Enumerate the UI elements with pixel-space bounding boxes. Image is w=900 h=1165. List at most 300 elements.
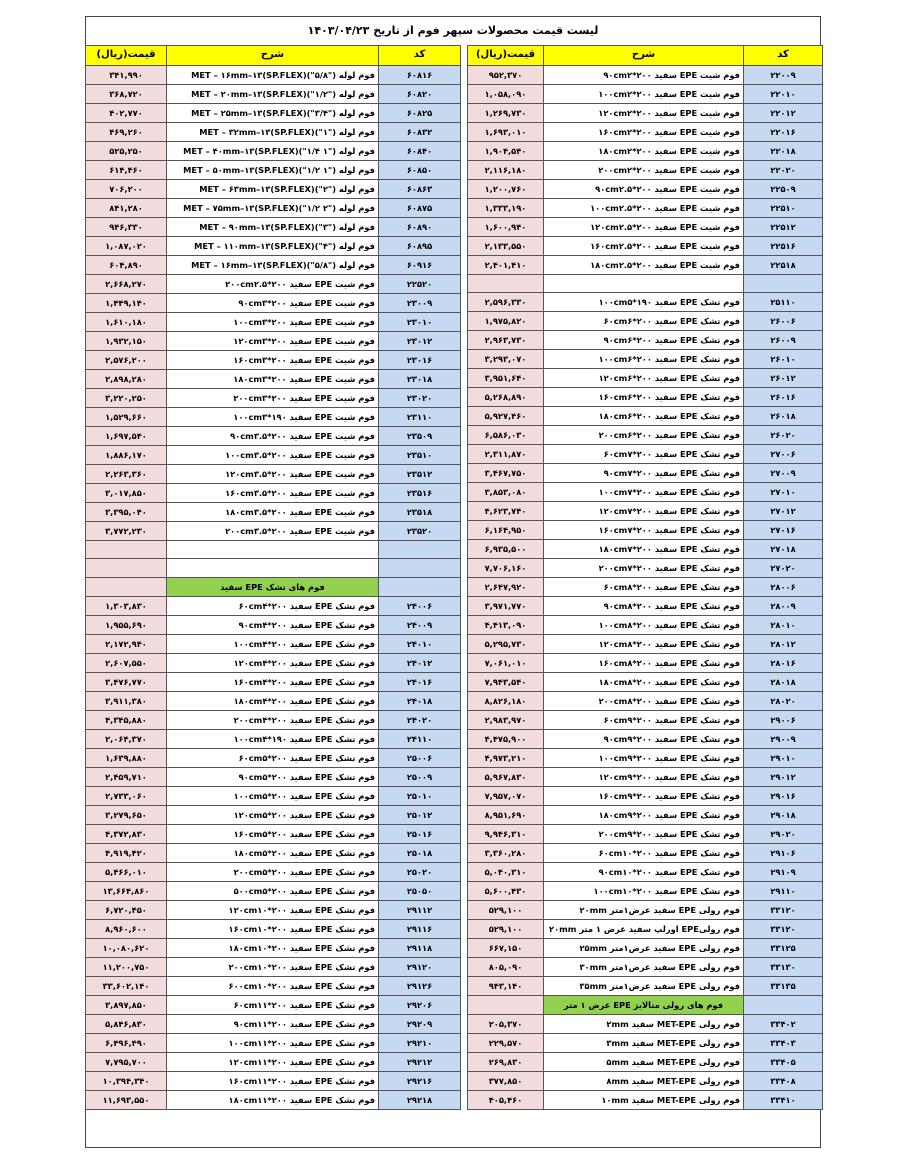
row-price: ۹,۹۴۶,۳۱۰ bbox=[468, 825, 544, 844]
table-row bbox=[468, 502, 823, 521]
row-code: ۲۲۰۱۶ bbox=[744, 122, 823, 141]
table-row bbox=[468, 122, 823, 141]
row-description: فوم شیت EPE سفید ۲۰۰*۲۰۰cm۲.۵ bbox=[167, 274, 379, 293]
table-row bbox=[468, 483, 823, 502]
table-row bbox=[86, 445, 461, 464]
row-description: فوم شیت EPE سفید ۲۰۰*۱۰۰cm۲ bbox=[544, 84, 744, 103]
row-description: فوم تشک EPE سفید ۲۰۰*۶۰cm۱۰ bbox=[544, 844, 744, 863]
row-description: فوم تشک EPE سفید ۲۰۰*۱۶۰cm۱۰ bbox=[167, 919, 379, 938]
row-price: ۴,۹۷۳,۲۱۰ bbox=[468, 749, 544, 768]
table-row bbox=[86, 976, 461, 995]
table-row bbox=[86, 995, 461, 1014]
row-price: ۱,۹۵۵,۶۹۰ bbox=[86, 615, 167, 634]
row-description: فوم تشک EPE سفید ۲۰۰*۵۰۰cm۵ bbox=[167, 881, 379, 900]
row-description: فوم تشک EPE سفید ۲۰۰*۱۸۰cm۱۱ bbox=[167, 1090, 379, 1109]
row-code: ۲۴۰۰۶ bbox=[379, 596, 461, 615]
row-code: ۲۹۰۰۹ bbox=[744, 730, 823, 749]
row-description: فوم تشک EPE سفید ۲۰۰*۱۶۰cm۸ bbox=[544, 654, 744, 673]
row-price: ۲,۰۶۴,۳۷۰ bbox=[86, 729, 167, 748]
row-description: فوم شیت EPE سفید ۲۰۰*۱۲۰cm۳.۵ bbox=[167, 464, 379, 483]
header-price: قیمت(ریال) bbox=[86, 46, 167, 66]
table-row bbox=[468, 521, 823, 540]
row-price: ۲,۱۷۲,۹۴۰ bbox=[86, 634, 167, 653]
row-price: ۱,۲۶۹,۷۳۰ bbox=[468, 103, 544, 122]
row-price: ۳۶۸,۷۲۰ bbox=[86, 84, 167, 103]
row-price: ۱,۳۰۳,۸۳۰ bbox=[86, 596, 167, 615]
row-code: ۲۹۱۱۶ bbox=[379, 919, 461, 938]
row-price: ۱۱,۶۹۳,۵۵۰ bbox=[86, 1090, 167, 1109]
row-code: ۲۲۰۱۸ bbox=[744, 141, 823, 160]
row-price: ۲,۴۵۹,۷۱۰ bbox=[86, 767, 167, 786]
row-code: ۲۹۱۱۸ bbox=[379, 938, 461, 957]
row-price: ۲,۲۶۳,۳۶۰ bbox=[86, 464, 167, 483]
row-price: ۶۶۷,۱۵۰ bbox=[468, 939, 544, 958]
row-description: فوم تشک EPE سفید ۲۰۰*۱۲۰cm۱۰ bbox=[167, 900, 379, 919]
row-price: ۸,۸۲۶,۱۸۰ bbox=[468, 692, 544, 711]
row-code: ۲۲۰۱۲ bbox=[744, 103, 823, 122]
row-code: ۲۳۵۰۹ bbox=[379, 426, 461, 445]
row-description: فوم شیت EPE سفید ۲۰۰*۹۰cm۲.۵ bbox=[544, 179, 744, 198]
row-code: ۲۲۵۱۶ bbox=[744, 236, 823, 255]
row-price: ۳,۰۱۷,۸۵۰ bbox=[86, 483, 167, 502]
row-code: ۲۹۰۰۶ bbox=[744, 711, 823, 730]
row-code: ۲۹۲۱۲ bbox=[379, 1052, 461, 1071]
table-row bbox=[86, 786, 461, 805]
row-description: فوم تشک EPE سفید ۲۰۰*۱۰۰cm۸ bbox=[544, 616, 744, 635]
row-price: ۲,۴۰۱,۴۱۰ bbox=[468, 255, 544, 274]
table-row bbox=[86, 483, 461, 502]
row-price: ۱,۵۲۹,۶۶۰ bbox=[86, 407, 167, 426]
table-row bbox=[468, 1034, 823, 1053]
row-description: فوم رولیEPE اورلپ سفید عرض ۱ متر ۲۰mm bbox=[544, 920, 744, 939]
row-description: فوم تشک EPE سفید ۲۰۰*۱۰۰cm۹ bbox=[544, 749, 744, 768]
table-row bbox=[468, 958, 823, 977]
row-description: فوم لوله ("۲")MET – ۶۳mm–۱۳(SP.FLEX) bbox=[167, 179, 379, 198]
table-row bbox=[86, 596, 461, 615]
row-description: فوم تشک EPE سفید ۱۹۰*۱۰۰cm۵ bbox=[544, 293, 744, 312]
row-code: ۲۷۰۱۸ bbox=[744, 540, 823, 559]
table-row bbox=[468, 844, 823, 863]
table-row bbox=[468, 388, 823, 407]
row-price: ۳,۴۶۷,۷۵۰ bbox=[468, 464, 544, 483]
row-code: ۲۸۰۱۶ bbox=[744, 654, 823, 673]
row-code: ۳۳۴۰۲ bbox=[744, 1015, 823, 1034]
row-price: ۴,۴۱۳,۰۹۰ bbox=[468, 616, 544, 635]
row-code bbox=[379, 577, 461, 596]
row-description: فوم شیت EPE سفید ۱۹۰*۱۰۰cm۳ bbox=[167, 407, 379, 426]
table-row bbox=[468, 787, 823, 806]
row-description: فوم تشک EPE سفید ۲۰۰*۱۲۰cm۵ bbox=[167, 805, 379, 824]
row-price: ۵۲۹,۱۰۰ bbox=[468, 920, 544, 939]
row-price: ۱,۶۰۰,۹۴۰ bbox=[468, 217, 544, 236]
row-code: ۳۳۱۳۵ bbox=[744, 977, 823, 996]
table-row bbox=[86, 615, 461, 634]
row-code: ۶۰۸۲۰ bbox=[379, 84, 461, 103]
row-code: ۲۷۰۱۲ bbox=[744, 502, 823, 521]
table-row bbox=[468, 654, 823, 673]
row-code: ۲۸۰۱۲ bbox=[744, 635, 823, 654]
row-price: ۲,۱۱۶,۱۸۰ bbox=[468, 160, 544, 179]
row-description: فوم شیت EPE سفید ۲۰۰*۱۲۰cm۳ bbox=[167, 331, 379, 350]
row-description: فوم تشک EPE سفید ۲۰۰*۶۰cm۴ bbox=[167, 596, 379, 615]
row-description: فوم تشک EPE سفید ۲۰۰*۱۸۰cm۴ bbox=[167, 691, 379, 710]
row-code: ۲۹۰۲۰ bbox=[744, 825, 823, 844]
row-price: ۱۰,۳۹۴,۳۴۰ bbox=[86, 1071, 167, 1090]
row-code: ۲۳۰۱۲ bbox=[379, 331, 461, 350]
row-code: ۶۰۸۶۳ bbox=[379, 179, 461, 198]
table-row bbox=[468, 350, 823, 369]
price-table-right bbox=[467, 45, 823, 1110]
row-description: فوم تشک EPE سفید ۲۰۰*۱۸۰cm۷ bbox=[544, 540, 744, 559]
row-code: ۶۰۸۴۰ bbox=[379, 141, 461, 160]
row-price: ۱,۹۷۵,۸۲۰ bbox=[468, 312, 544, 331]
row-description: فوم تشک EPE سفید ۲۰۰*۱۰۰cm۴ bbox=[167, 634, 379, 653]
row-price: ۳,۸۹۷,۸۵۰ bbox=[86, 995, 167, 1014]
row-description: فوم تشک EPE سفید ۲۰۰*۱۰۰cm۷ bbox=[544, 483, 744, 502]
table-row bbox=[468, 578, 823, 597]
row-description: فوم تشک EPE سفید ۲۰۰*۱۶۰cm۶ bbox=[544, 388, 744, 407]
row-code: ۲۵۰۱۸ bbox=[379, 843, 461, 862]
row-price: ۱,۶۹۳,۰۱۰ bbox=[468, 122, 544, 141]
row-code: ۲۷۰۰۹ bbox=[744, 464, 823, 483]
row-price: ۳,۲۲۰,۲۵۰ bbox=[86, 388, 167, 407]
row-price: ۳,۴۷۶,۷۷۰ bbox=[86, 672, 167, 691]
row-code: ۲۹۱۱۲ bbox=[379, 900, 461, 919]
row-description: فوم تشک EPE سفید ۲۰۰*۱۰۰cm۱۰ bbox=[544, 882, 744, 901]
row-price: ۲,۶۴۷,۹۲۰ bbox=[468, 578, 544, 597]
row-code: ۲۲۵۰۹ bbox=[744, 179, 823, 198]
row-price: ۱,۶۹۷,۵۴۰ bbox=[86, 426, 167, 445]
table-row bbox=[468, 1091, 823, 1110]
row-description: فوم تشک EPE سفید ۲۰۰*۱۶۰cm۷ bbox=[544, 521, 744, 540]
row-description: فوم شیت EPE سفید ۲۰۰*۱۸۰cm۳.۵ bbox=[167, 502, 379, 521]
table-row bbox=[86, 293, 461, 312]
row-code: ۲۶۰۱۰ bbox=[744, 350, 823, 369]
row-code: ۲۹۱۱۰ bbox=[744, 882, 823, 901]
table-row bbox=[468, 597, 823, 616]
row-code: ۲۹۰۱۰ bbox=[744, 749, 823, 768]
row-description: فوم شیت EPE سفید ۲۰۰*۱۸۰cm۳ bbox=[167, 369, 379, 388]
row-price: ۹۴۳,۱۴۰ bbox=[468, 977, 544, 996]
row-price: ۶,۴۹۶,۴۹۰ bbox=[86, 1033, 167, 1052]
header-price: قیمت(ریال) bbox=[468, 46, 544, 66]
table-row bbox=[86, 748, 461, 767]
row-price: ۵۲۵,۲۵۰ bbox=[86, 141, 167, 160]
row-description: فوم تشک EPE سفید ۲۰۰*۹۰cm۵ bbox=[167, 767, 379, 786]
table-row bbox=[86, 388, 461, 407]
table-row bbox=[86, 957, 461, 976]
table-row bbox=[86, 634, 461, 653]
row-price: ۲,۵۹۶,۳۳۰ bbox=[468, 293, 544, 312]
row-price: ۱,۴۴۹,۱۴۰ bbox=[86, 293, 167, 312]
page-title: لیست قیمت محصولات سپهر فوم از تاریخ ۱۴۰۳/۰۴/۲۳ bbox=[307, 24, 599, 37]
table-row bbox=[468, 160, 823, 179]
table-row bbox=[86, 938, 461, 957]
row-code: ۲۷۰۲۰ bbox=[744, 559, 823, 578]
row-description: فوم لوله ("۴")MET – ۱۱۰mm–۱۳(SP.FLEX) bbox=[167, 236, 379, 255]
row-price: ۱۰,۰۸۰,۶۲۰ bbox=[86, 938, 167, 957]
row-code: ۳۳۱۲۰ bbox=[744, 901, 823, 920]
row-code: ۲۸۰۰۶ bbox=[744, 578, 823, 597]
row-description: فوم رولی EPE سفید عرض۱متر ۲۰mm bbox=[544, 901, 744, 920]
row-price: ۴,۶۲۳,۷۴۰ bbox=[468, 502, 544, 521]
table-row bbox=[86, 1052, 461, 1071]
row-code: ۲۹۲۱۰ bbox=[379, 1033, 461, 1052]
row-price: ۱,۰۸۷,۰۲۰ bbox=[86, 236, 167, 255]
row-code: ۲۵۰۱۲ bbox=[379, 805, 461, 824]
row-price bbox=[86, 577, 167, 596]
row-price: ۱,۸۸۶,۱۷۰ bbox=[86, 445, 167, 464]
table-row bbox=[86, 881, 461, 900]
row-code: ۲۳۰۰۹ bbox=[379, 293, 461, 312]
row-description: فوم شیت EPE سفید ۲۰۰*۱۲۰cm۲ bbox=[544, 103, 744, 122]
table-row bbox=[468, 711, 823, 730]
row-price: ۳,۹۵۱,۶۴۰ bbox=[468, 369, 544, 388]
table-row bbox=[86, 672, 461, 691]
table-row bbox=[468, 692, 823, 711]
row-code: ۲۸۰۰۹ bbox=[744, 597, 823, 616]
row-description: فوم رولی MET-EPE سفید ۱۰mm bbox=[544, 1091, 744, 1110]
row-price: ۵,۹۲۷,۴۶۰ bbox=[468, 407, 544, 426]
row-code: ۲۹۰۱۶ bbox=[744, 787, 823, 806]
row-price: ۲,۶۰۷,۵۵۰ bbox=[86, 653, 167, 672]
table-row bbox=[468, 806, 823, 825]
row-price: ۸۰۵,۰۹۰ bbox=[468, 958, 544, 977]
row-code: ۲۹۰۱۲ bbox=[744, 768, 823, 787]
row-code: ۲۶۰۰۶ bbox=[744, 312, 823, 331]
table-row bbox=[468, 312, 823, 331]
table-row bbox=[86, 312, 461, 331]
row-description: فوم رولی MET-EPE سفید ۸mm bbox=[544, 1072, 744, 1091]
row-description: فوم تشک EPE سفید ۲۰۰*۹۰cm۱۱ bbox=[167, 1014, 379, 1033]
row-price: ۲,۶۶۸,۲۷۰ bbox=[86, 274, 167, 293]
row-description: فوم لوله ("۱ ۱/۲")MET – ۵۰mm–۱۳(SP.FLEX) bbox=[167, 160, 379, 179]
row-description: فوم شیت EPE سفید ۲۰۰*۱۰۰cm۳.۵ bbox=[167, 445, 379, 464]
row-description: فوم تشک EPE سفید ۲۰۰*۹۰cm۹ bbox=[544, 730, 744, 749]
row-code: ۳۳۴۰۵ bbox=[744, 1053, 823, 1072]
table-row bbox=[86, 464, 461, 483]
table-row bbox=[468, 977, 823, 996]
table-row bbox=[468, 274, 823, 293]
table-row bbox=[86, 540, 461, 559]
row-description: فوم شیت EPE سفید ۲۰۰*۹۰cm۲ bbox=[544, 65, 744, 84]
table-row bbox=[468, 901, 823, 920]
table-row bbox=[468, 65, 823, 84]
row-description: فوم تشک EPE سفید ۲۰۰*۱۶۰cm۹ bbox=[544, 787, 744, 806]
row-price: ۱,۹۰۴,۵۴۰ bbox=[468, 141, 544, 160]
row-description: فوم تشک EPE سفید ۲۰۰*۲۰۰cm۱۰ bbox=[167, 957, 379, 976]
row-description: فوم لوله ("۱")MET – ۳۲mm–۱۳(SP.FLEX) bbox=[167, 122, 379, 141]
header-code: کد bbox=[744, 46, 823, 66]
table-row bbox=[468, 1053, 823, 1072]
row-description: فوم تشک EPE سفید ۲۰۰*۱۸۰cm۹ bbox=[544, 806, 744, 825]
row-code: ۲۹۰۱۸ bbox=[744, 806, 823, 825]
table-row bbox=[468, 749, 823, 768]
row-description: فوم شیت EPE سفید ۲۰۰*۲۰۰cm۳ bbox=[167, 388, 379, 407]
row-code: ۲۵۰۵۰ bbox=[379, 881, 461, 900]
table-row bbox=[468, 426, 823, 445]
table-row bbox=[86, 255, 461, 274]
row-description: فوم تشک EPE سفید ۲۰۰*۱۸۰cm۱۰ bbox=[167, 938, 379, 957]
table-row bbox=[468, 768, 823, 787]
row-price: ۳,۳۶۰,۲۸۰ bbox=[468, 844, 544, 863]
table-row bbox=[468, 141, 823, 160]
row-price: ۳۳,۶۰۲,۱۴۰ bbox=[86, 976, 167, 995]
row-price: ۴,۹۱۹,۴۲۰ bbox=[86, 843, 167, 862]
row-code: ۶۰۸۹۰ bbox=[379, 217, 461, 236]
row-price: ۴,۳۴۵,۸۸۰ bbox=[86, 710, 167, 729]
row-code: ۲۹۱۰۹ bbox=[744, 863, 823, 882]
row-description bbox=[167, 540, 379, 559]
row-price: ۵,۹۶۷,۸۳۰ bbox=[468, 768, 544, 787]
row-price: ۴۰۲,۷۷۰ bbox=[86, 103, 167, 122]
table-row bbox=[86, 369, 461, 388]
row-code: ۲۲۰۲۰ bbox=[744, 160, 823, 179]
table-row bbox=[86, 502, 461, 521]
row-price bbox=[468, 274, 544, 293]
row-price: ۸,۹۵۱,۶۹۰ bbox=[468, 806, 544, 825]
row-code: ۲۵۰۱۶ bbox=[379, 824, 461, 843]
table-row bbox=[468, 236, 823, 255]
row-price: ۶۱۴,۴۶۰ bbox=[86, 160, 167, 179]
row-description: فوم شیت EPE سفید ۲۰۰*۲۰۰cm۲ bbox=[544, 160, 744, 179]
row-description: فوم تشک EPE سفید ۲۰۰*۲۰۰cm۷ bbox=[544, 559, 744, 578]
row-description: فوم تشک EPE سفید ۲۰۰*۱۸۰cm۸ bbox=[544, 673, 744, 692]
row-description: فوم تشک EPE سفید ۲۰۰*۱۶۰cm۱۱ bbox=[167, 1071, 379, 1090]
table-row bbox=[86, 1090, 461, 1109]
row-description: فوم تشک EPE سفید ۲۰۰*۲۰۰cm۶ bbox=[544, 426, 744, 445]
row-description: فوم تشک EPE سفید ۲۰۰*۱۶۰cm۵ bbox=[167, 824, 379, 843]
row-price: ۷,۷۹۵,۷۰۰ bbox=[86, 1052, 167, 1071]
row-price: ۱,۲۰۰,۷۶۰ bbox=[468, 179, 544, 198]
table-row bbox=[86, 331, 461, 350]
row-price: ۴,۴۷۵,۹۰۰ bbox=[468, 730, 544, 749]
row-code bbox=[744, 274, 823, 293]
table-row bbox=[468, 369, 823, 388]
table-row bbox=[86, 767, 461, 786]
row-description: فوم تشک EPE سفید ۲۰۰*۱۸۰cm۶ bbox=[544, 407, 744, 426]
row-code: ۲۳۵۲۰ bbox=[379, 521, 461, 540]
row-description: فوم تشک EPE سفید ۲۰۰*۹۰cm۱۰ bbox=[544, 863, 744, 882]
row-description: فوم تشک EPE سفید ۲۰۰*۹۰cm۶ bbox=[544, 331, 744, 350]
table-row bbox=[86, 691, 461, 710]
row-code: ۲۲۵۱۸ bbox=[744, 255, 823, 274]
table-row bbox=[86, 653, 461, 672]
table-row bbox=[468, 407, 823, 426]
row-code: ۶۰۸۵۰ bbox=[379, 160, 461, 179]
table-row bbox=[86, 122, 461, 141]
row-price: ۴۰۵,۴۶۰ bbox=[468, 1091, 544, 1110]
row-description: فوم شیت EPE سفید ۲۰۰*۱۶۰cm۲ bbox=[544, 122, 744, 141]
section-subheader: فوم های تشک EPE سفید bbox=[167, 577, 379, 596]
table-row bbox=[86, 710, 461, 729]
row-description: فوم لوله ("۵/۸")MET – ۱۶mm–۱۳(SP.FLEX) bbox=[167, 255, 379, 274]
table-row bbox=[86, 141, 461, 160]
table-row bbox=[86, 1014, 461, 1033]
table-row bbox=[468, 217, 823, 236]
row-description bbox=[167, 559, 379, 578]
row-price: ۳,۸۵۳,۰۸۰ bbox=[468, 483, 544, 502]
table-row bbox=[86, 559, 461, 578]
table-row bbox=[468, 445, 823, 464]
table-row bbox=[468, 882, 823, 901]
row-price: ۵,۸۴۶,۸۳۰ bbox=[86, 1014, 167, 1033]
table-row bbox=[86, 103, 461, 122]
row-description: فوم لوله ("۳/۴")MET – ۲۵mm–۱۳(SP.FLEX) bbox=[167, 103, 379, 122]
table-row bbox=[468, 730, 823, 749]
table-row bbox=[86, 862, 461, 881]
row-price: ۲,۹۶۳,۷۳۰ bbox=[468, 331, 544, 350]
row-code: ۳۳۱۲۰ bbox=[744, 920, 823, 939]
row-description: فوم تشک EPE سفید ۲۰۰*۶۰cm۵ bbox=[167, 748, 379, 767]
row-description: فوم تشک EPE سفید ۲۰۰*۱۲۰cm۴ bbox=[167, 653, 379, 672]
table-row bbox=[86, 426, 461, 445]
row-description: فوم لوله ("۵/۸")MET – ۱۶mm–۱۳(SP.FLEX) bbox=[167, 65, 379, 84]
row-description: فوم تشک EPE سفید ۲۰۰*۱۲۰cm۷ bbox=[544, 502, 744, 521]
row-code: ۲۹۲۱۶ bbox=[379, 1071, 461, 1090]
row-price: ۲,۳۱۱,۸۷۰ bbox=[468, 445, 544, 464]
table-row bbox=[86, 407, 461, 426]
row-code bbox=[744, 996, 823, 1015]
table-row bbox=[468, 673, 823, 692]
table-row bbox=[86, 577, 461, 596]
row-price: ۲,۱۳۳,۵۵۰ bbox=[468, 236, 544, 255]
row-price: ۷۰۶,۲۰۰ bbox=[86, 179, 167, 198]
row-price: ۵,۲۹۵,۷۳۰ bbox=[468, 635, 544, 654]
table-row bbox=[468, 1015, 823, 1034]
table-row bbox=[468, 84, 823, 103]
table-row bbox=[86, 900, 461, 919]
row-code: ۲۴۰۱۲ bbox=[379, 653, 461, 672]
table-row bbox=[86, 805, 461, 824]
row-code: ۲۳۵۱۸ bbox=[379, 502, 461, 521]
row-code: ۲۳۰۲۰ bbox=[379, 388, 461, 407]
row-code: ۲۵۱۱۰ bbox=[744, 293, 823, 312]
row-price: ۳,۷۷۲,۲۳۰ bbox=[86, 521, 167, 540]
row-description: فوم تشک EPE سفید ۲۰۰*۱۲۰cm۱۱ bbox=[167, 1052, 379, 1071]
row-description: فوم تشک EPE سفید ۲۰۰*۱۸۰cm۵ bbox=[167, 843, 379, 862]
row-code: ۶۰۸۲۵ bbox=[379, 103, 461, 122]
row-price: ۷,۰۶۱,۰۱۰ bbox=[468, 654, 544, 673]
row-description: فوم تشک EPE سفید ۲۰۰*۶۰cm۹ bbox=[544, 711, 744, 730]
row-price: ۳,۲۹۳,۰۷۰ bbox=[468, 350, 544, 369]
row-description: فوم تشک EPE سفید ۲۰۰*۲۰۰cm۵ bbox=[167, 862, 379, 881]
row-price: ۳,۳۹۵,۰۴۰ bbox=[86, 502, 167, 521]
row-code: ۲۵۰۰۹ bbox=[379, 767, 461, 786]
row-code: ۲۹۲۱۸ bbox=[379, 1090, 461, 1109]
row-code bbox=[379, 540, 461, 559]
table-row bbox=[86, 217, 461, 236]
row-description: فوم تشک EPE سفید ۲۰۰*۱۲۰cm۹ bbox=[544, 768, 744, 787]
row-description: فوم شیت EPE سفید ۲۰۰*۱۲۰cm۲.۵ bbox=[544, 217, 744, 236]
row-description: فوم لوله ("۳")MET – ۹۰mm–۱۳(SP.FLEX) bbox=[167, 217, 379, 236]
table-row bbox=[86, 729, 461, 748]
row-description: فوم شیت EPE سفید ۲۰۰*۱۸۰cm۲.۵ bbox=[544, 255, 744, 274]
row-price: ۳۴۱,۹۹۰ bbox=[86, 65, 167, 84]
row-description: فوم تشک EPE سفید ۲۰۰*۶۰۰cm۱۰ bbox=[167, 976, 379, 995]
table-row bbox=[468, 825, 823, 844]
row-description: فوم تشک EPE سفید ۲۰۰*۶۰cm۱۱ bbox=[167, 995, 379, 1014]
row-code: ۲۳۰۱۸ bbox=[379, 369, 461, 388]
row-price: ۹۴۶,۳۳۰ bbox=[86, 217, 167, 236]
price-table-left bbox=[85, 45, 461, 1110]
row-description: فوم لوله ("۲ ۱/۲")MET – ۷۵mm–۱۳(SP.FLEX) bbox=[167, 198, 379, 217]
table-row bbox=[86, 236, 461, 255]
row-description: فوم تشک EPE سفید ۲۰۰*۱۰۰cm۶ bbox=[544, 350, 744, 369]
table-row bbox=[86, 65, 461, 84]
row-price: ۸,۹۶۰,۶۰۰ bbox=[86, 919, 167, 938]
row-description: فوم تشک EPE سفید ۲۰۰*۶۰cm۸ bbox=[544, 578, 744, 597]
